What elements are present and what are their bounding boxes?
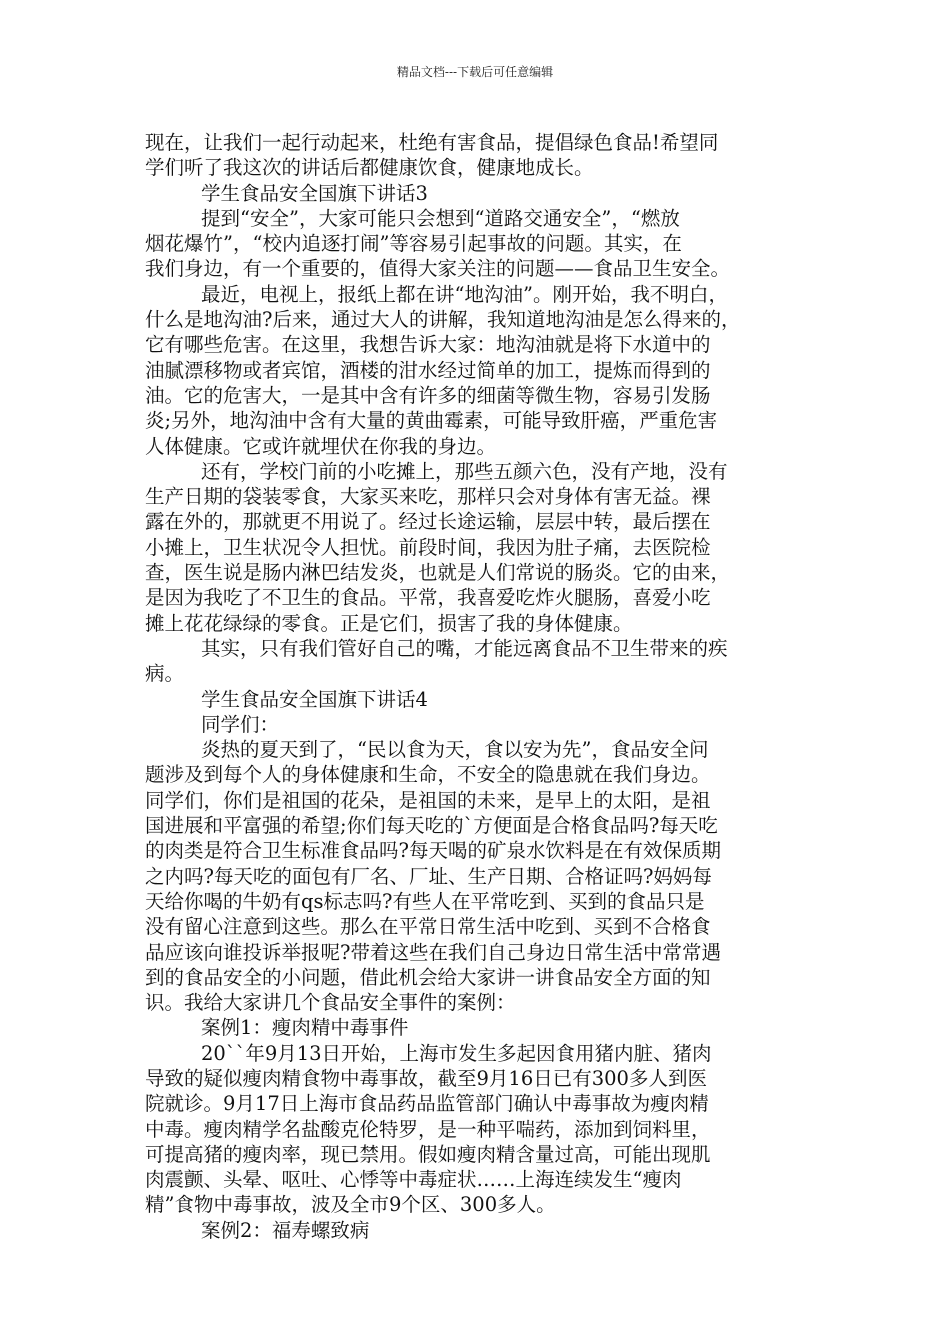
text-line: 天给你喝的牛奶有qs标志吗?有些人在平常吃到、买到的食品只是 [145, 889, 705, 913]
text-line: 是因为我吃了不卫生的食品。平常，我喜爱吃炸火腿肠，喜爱小吃 [145, 586, 711, 610]
text-line: 最近，电视上，报纸上都在讲“地沟油”。刚开始，我不明白， [201, 282, 728, 306]
text-line: 可提高猪的瘦肉率，现已禁用。假如瘦肉精含量过高，可能出现肌 [145, 1142, 711, 1166]
text-line: 它有哪些危害。在这里，我想告诉大家：地沟油就是将下水道中的 [145, 333, 711, 357]
text-line: 油腻漂移物或者宾馆，酒楼的泔水经过简单的加工，提炼而得到的 [145, 358, 711, 382]
text-line: 生产日期的袋装零食，大家买来吃，那样只会对身体有害无益。裸 [145, 485, 711, 509]
text-line: 肉震颤、头晕、呕吐、心悸等中毒症状……上海连续发生“瘦肉 [145, 1168, 682, 1192]
text-line: 同学们： [201, 712, 280, 736]
text-line: 查，医生说是肠内淋巴结发炎，也就是人们常说的肠炎。它的由来， [145, 561, 731, 585]
text-line: 题涉及到每个人的身体健康和生命，不安全的隐患就在我们身边。 [145, 763, 711, 787]
text-line: 什么是地沟油?后来，通过大人的讲解，我知道地沟油是怎么得来的， [145, 308, 741, 332]
text-line: 烟花爆竹”，“校内追逐打闹”等容易引起事故的问题。其实，在 [145, 232, 682, 256]
text-line: 小摊上，卫生状况令人担忧。前段时间，我因为肚子痛，去医院检 [145, 535, 711, 559]
text-line: 学们听了我这次的讲话后都健康饮食，健康地成长。 [145, 156, 594, 180]
text-line: 露在外的，那就更不用说了。经过长途运输，层层中转，最后摆在 [145, 510, 711, 534]
document-body [145, 130, 810, 1243]
text-line: 我们身边，有一个重要的，值得大家关注的问题——食品卫生安全。 [145, 257, 731, 281]
text-line: 人体健康。它或许就埋伏在你我的身边。 [145, 434, 497, 458]
text-line: 同学们，你们是祖国的花朵，是祖国的未来，是早上的太阳，是祖 [145, 788, 711, 812]
text-line: 案例1：瘦肉精中毒事件 [201, 1016, 409, 1040]
text-line: 学生食品安全国旗下讲话3 [201, 181, 428, 205]
text-line: 案例2：福寿螺致病 [201, 1218, 370, 1242]
text-line: 20``年9月13日开始，上海市发生多起因食用猪内脏、猪肉 [201, 1041, 712, 1065]
text-line: 炎;另外，地沟油中含有大量的黄曲霉素，可能导致肝癌，严重危害 [145, 409, 718, 433]
text-line: 摊上花花绿绿的零食。正是它们，损害了我的身体健康。 [145, 611, 633, 635]
text-line: 提到“安全”，大家可能只会想到“道路交通安全”，“燃放 [201, 206, 680, 230]
text-line: 国进展和平富强的希望;你们每天吃的`方便面是合格食品吗?每天吃 [145, 814, 718, 838]
text-line: 学生食品安全国旗下讲话4 [201, 687, 428, 711]
text-line: 到的食品安全的小问题，借此机会给大家讲一讲食品安全方面的知 [145, 965, 711, 989]
text-line: 油。它的危害大，一是其中含有许多的细菌等微生物，容易引发肠 [145, 383, 711, 407]
text-line: 炎热的夏天到了，“民以食为天，食以安为先”，食品安全问 [201, 738, 709, 762]
text-line: 之内吗?每天吃的面包有厂名、厂址、生产日期、合格证吗?妈妈每 [145, 864, 712, 888]
text-line: 的肉类是符合卫生标准食品吗?每天喝的矿泉水饮料是在有效保质期 [145, 839, 721, 863]
text-line: 院就诊。9月17日上海市食品药品监管部门确认中毒事故为瘦肉精 [145, 1092, 709, 1116]
text-line: 精”食物中毒事故，波及全市9个区、300多人。 [145, 1193, 556, 1217]
text-line: 其实，只有我们管好自己的嘴，才能远离食品不卫生带来的疾 [201, 636, 728, 660]
text-line: 识。我给大家讲几个食品安全事件的案例： [145, 991, 516, 1015]
text-line: 没有留心注意到这些。那么在平常日常生活中吃到、买到不合格食 [145, 915, 711, 939]
text-line: 现在，让我们一起行动起来，杜绝有害食品，提倡绿色食品!希望同 [145, 131, 719, 154]
text-line: 中毒。瘦肉精学名盐酸克伦特罗，是一种平喘药，添加到饲料里， [145, 1117, 711, 1141]
text-line: 品应该向谁投诉举报呢?带着这些在我们自己身边日常生活中常常遇 [145, 940, 721, 964]
page-header: 精品文档---下载后可任意编辑 [396, 65, 554, 79]
text-line: 病。 [145, 662, 185, 686]
text-line: 导致的疑似瘦肉精食物中毒事故，截至9月16日已有300多人到医 [145, 1066, 707, 1090]
text-line: 还有，学校门前的小吃摊上，那些五颜六色，没有产地，没有 [201, 459, 728, 483]
